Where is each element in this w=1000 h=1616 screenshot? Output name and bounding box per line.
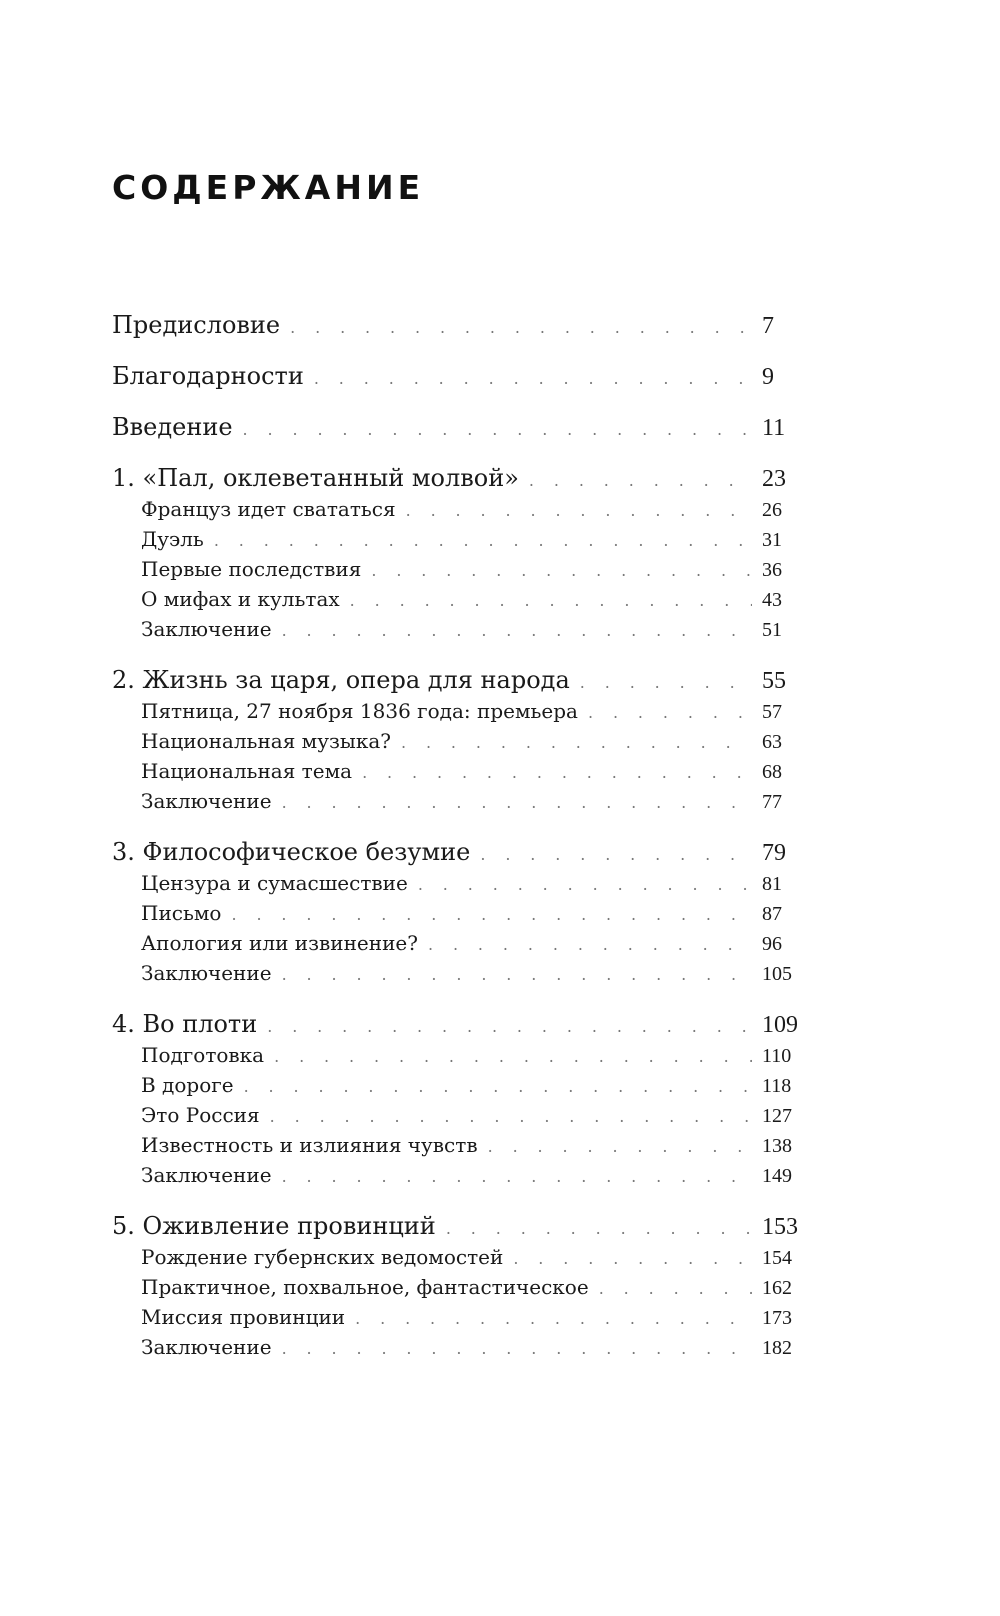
chapter-1 bbox=[112, 463, 802, 644]
toc-page-number: 55 bbox=[762, 668, 786, 694]
dot-leader bbox=[580, 668, 752, 698]
toc-section-label: Заключение bbox=[141, 1335, 272, 1359]
dot-leader bbox=[231, 900, 752, 930]
toc-section-entry[interactable] bbox=[112, 1130, 802, 1160]
dot-leader bbox=[290, 313, 752, 343]
toc-section-entry[interactable] bbox=[112, 726, 802, 756]
toc-section-label: Письмо bbox=[141, 901, 222, 925]
toc-section-label: Национальная музыка? bbox=[141, 729, 391, 753]
dot-leader bbox=[274, 1042, 752, 1072]
toc-chapter-entry[interactable] bbox=[112, 1009, 802, 1040]
toc-section-entry[interactable] bbox=[112, 696, 802, 726]
toc-section-label: Француз идет свататься bbox=[141, 497, 396, 521]
toc-page-number: 110 bbox=[762, 1045, 792, 1067]
toc-page-number: 36 bbox=[762, 559, 782, 581]
toc-chapter-label: 2. Жизнь за царя, опера для народа bbox=[112, 666, 570, 694]
dot-leader bbox=[350, 586, 752, 616]
dot-leader bbox=[267, 1012, 752, 1042]
toc-section-entry[interactable] bbox=[112, 494, 802, 524]
toc-section-entry[interactable] bbox=[112, 958, 802, 988]
dot-leader bbox=[446, 1214, 752, 1244]
toc-page-number: 87 bbox=[762, 903, 782, 925]
toc-page-number: 105 bbox=[762, 963, 792, 985]
toc-section-label: Апология или извинение? bbox=[141, 931, 418, 955]
dot-leader bbox=[270, 1102, 752, 1132]
toc-section-entry[interactable] bbox=[112, 868, 802, 898]
dot-leader bbox=[214, 526, 752, 556]
toc-section-entry[interactable] bbox=[112, 1070, 802, 1100]
toc-section-entry[interactable] bbox=[112, 898, 802, 928]
toc-entry-label: Предисловие bbox=[112, 311, 281, 339]
toc-section-label: В дороге bbox=[141, 1073, 234, 1097]
toc-page-number: 173 bbox=[762, 1307, 792, 1329]
toc-page-number: 26 bbox=[762, 499, 782, 521]
toc-section-entry[interactable] bbox=[112, 1332, 802, 1362]
toc-section-label: Известность и излияния чувств bbox=[141, 1133, 478, 1157]
toc-page-number: 149 bbox=[762, 1165, 792, 1187]
toc-page-number: 77 bbox=[762, 791, 782, 813]
toc-chapter-label: 3. Философическое безумие bbox=[112, 838, 471, 866]
toc-page-number: 51 bbox=[762, 619, 782, 641]
toc-page-number: 7 bbox=[762, 313, 774, 339]
toc-page-number: 81 bbox=[762, 873, 782, 895]
toc-chapter-entry[interactable] bbox=[112, 665, 802, 696]
toc-section-entry[interactable] bbox=[112, 1100, 802, 1130]
toc-section-entry[interactable] bbox=[112, 1302, 802, 1332]
chapter-2 bbox=[112, 665, 802, 816]
toc-section-label: Миссия провинции bbox=[141, 1305, 346, 1329]
dot-leader bbox=[588, 698, 752, 728]
toc-entry-label: Благодарности bbox=[112, 362, 304, 390]
page-title: СОДЕРЖАНИЕ bbox=[112, 168, 425, 207]
toc-section-label: Цензура и сумасшествие bbox=[141, 871, 408, 895]
toc-section-label: Заключение bbox=[141, 789, 272, 813]
toc-page-number: 68 bbox=[762, 761, 782, 783]
toc-page-number: 11 bbox=[762, 415, 786, 441]
toc-page-number: 96 bbox=[762, 933, 782, 955]
toc-page-number: 23 bbox=[762, 466, 786, 492]
toc-entry-introduction[interactable] bbox=[112, 412, 802, 463]
toc-section-entry[interactable] bbox=[112, 1272, 802, 1302]
toc-section-label: О мифах и культах bbox=[141, 587, 340, 611]
dot-leader bbox=[282, 1334, 752, 1364]
toc-section-label: Заключение bbox=[141, 1163, 272, 1187]
toc-section-entry[interactable] bbox=[112, 786, 802, 816]
toc-section-entry[interactable] bbox=[112, 614, 802, 644]
toc-section-entry[interactable] bbox=[112, 1242, 802, 1272]
toc-section-entry[interactable] bbox=[112, 554, 802, 584]
toc-section-entry[interactable] bbox=[112, 1160, 802, 1190]
toc-section-entry[interactable] bbox=[112, 928, 802, 958]
toc-section-label: Рождение губернских ведомостей bbox=[141, 1245, 504, 1269]
toc-page-number: 182 bbox=[762, 1337, 792, 1359]
toc-page-number: 153 bbox=[762, 1214, 798, 1240]
dot-leader bbox=[418, 870, 752, 900]
dot-leader bbox=[244, 1072, 752, 1102]
dot-leader bbox=[355, 1304, 752, 1334]
dot-leader bbox=[428, 930, 752, 960]
table-of-contents bbox=[112, 310, 802, 1383]
toc-entry-label: Введение bbox=[112, 413, 233, 441]
toc-page-number: 138 bbox=[762, 1135, 792, 1157]
toc-entry-preface[interactable] bbox=[112, 310, 802, 361]
toc-section-label: Практичное, похвальное, фантастическое bbox=[141, 1275, 589, 1299]
toc-page-number: 57 bbox=[762, 701, 782, 723]
chapter-5 bbox=[112, 1211, 802, 1362]
toc-page-number: 154 bbox=[762, 1247, 792, 1269]
dot-leader bbox=[282, 788, 752, 818]
dot-leader bbox=[243, 415, 752, 445]
toc-page-number: 79 bbox=[762, 840, 786, 866]
toc-section-label: Заключение bbox=[141, 617, 272, 641]
dot-leader bbox=[480, 840, 752, 870]
toc-page-number: 109 bbox=[762, 1012, 798, 1038]
dot-leader bbox=[282, 1162, 752, 1192]
toc-section-label: Пятница, 27 ноября 1836 года: премьера bbox=[141, 699, 578, 723]
dot-leader bbox=[401, 728, 752, 758]
toc-section-label: Первые последствия bbox=[141, 557, 362, 581]
toc-section-entry[interactable] bbox=[112, 756, 802, 786]
toc-chapter-entry[interactable] bbox=[112, 1211, 802, 1242]
toc-page-number: 43 bbox=[762, 589, 782, 611]
toc-page-number: 31 bbox=[762, 529, 782, 551]
dot-leader bbox=[529, 466, 752, 496]
toc-chapter-label: 5. Оживление провинций bbox=[112, 1212, 436, 1240]
chapter-4 bbox=[112, 1009, 802, 1190]
toc-section-label: Заключение bbox=[141, 961, 272, 985]
toc-section-label: Это Россия bbox=[141, 1103, 260, 1127]
toc-page-number: 9 bbox=[762, 364, 774, 390]
toc-chapter-label: 4. Во плоти bbox=[112, 1010, 258, 1038]
dot-leader bbox=[282, 616, 752, 646]
dot-leader bbox=[599, 1274, 752, 1304]
toc-chapter-entry[interactable] bbox=[112, 463, 802, 494]
dot-leader bbox=[282, 960, 752, 990]
toc-page-number: 162 bbox=[762, 1277, 792, 1299]
toc-section-entry[interactable] bbox=[112, 584, 802, 614]
toc-chapter-entry[interactable] bbox=[112, 837, 802, 868]
toc-section-label: Подготовка bbox=[141, 1043, 265, 1067]
toc-section-label: Национальная тема bbox=[141, 759, 353, 783]
dot-leader bbox=[362, 758, 752, 788]
toc-section-entry[interactable] bbox=[112, 1040, 802, 1070]
dot-leader bbox=[513, 1244, 752, 1274]
dot-leader bbox=[371, 556, 752, 586]
chapter-3 bbox=[112, 837, 802, 988]
toc-page-number: 63 bbox=[762, 731, 782, 753]
toc-page-number: 118 bbox=[762, 1075, 792, 1097]
dot-leader bbox=[406, 496, 752, 526]
toc-entry-acknowledgements[interactable] bbox=[112, 361, 802, 412]
toc-chapter-label: 1. «Пал, оклеветанный молвой» bbox=[112, 464, 519, 492]
toc-section-entry[interactable] bbox=[112, 524, 802, 554]
toc-section-label: Дуэль bbox=[141, 527, 204, 551]
dot-leader bbox=[488, 1132, 752, 1162]
toc-page-number: 127 bbox=[762, 1105, 792, 1127]
dot-leader bbox=[314, 364, 752, 394]
